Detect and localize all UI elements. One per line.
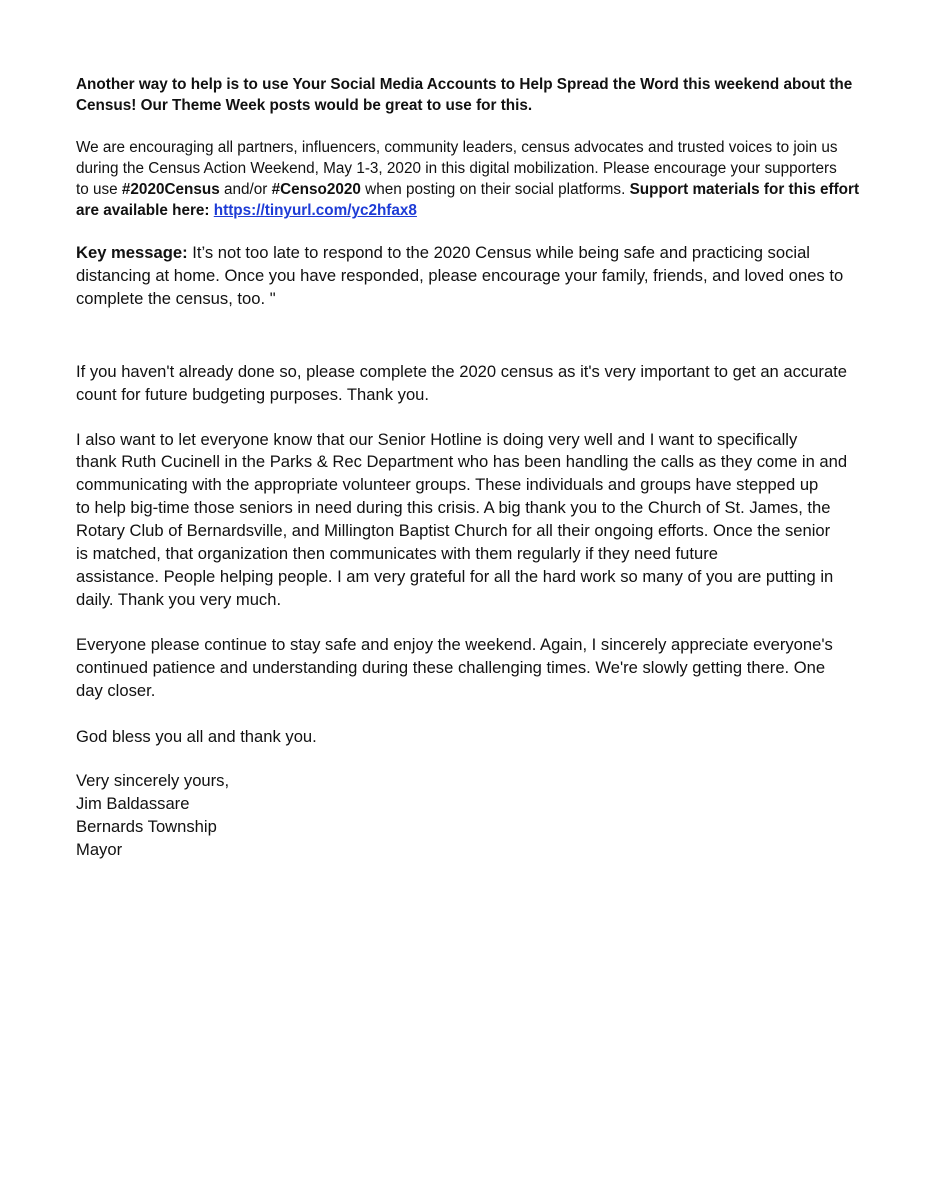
hashtag-censo2020: #Censo2020 (271, 181, 361, 198)
blessing-line: God bless you all and thank you. (76, 726, 317, 746)
encourage-text-2: and/or (219, 181, 272, 198)
stay-safe-paragraph: Everyone please continue to stay safe and enjoy the weekend. Again, I sincerely appreciate everyone's continued patience and understanding during these challenging times. We're slowly getting there. One day closer. (76, 634, 833, 700)
census-paragraph: If you haven't already done so, please complete the 2020 census as it's very important to get an accurate count for future budgeting purposes. Thank you. (76, 361, 848, 404)
signature-name: Jim Baldassare (76, 794, 190, 814)
encourage-text-1: We are encouraging all partners, influencers, community leaders, census advocates and trusted voices to join us during the Census Action Weekend, May 1-3, 2020 in this digital mobilization. Please encourage your supporters to use (76, 139, 838, 198)
letter-body (76, 74, 866, 862)
senior-hotline-paragraph: I also want to let everyone know that our Senior Hotline is doing very well and I want to specifically thank Ruth Cucinell in the Parks & Rec Department who has been handling the calls as they come in and communicating with the appropriate volunteer groups. These individuals and groups have stepped up to help big-time those seniors in need during this crisis. A big thank you to the Church of St. James, the Rotary Club of Bernardsville, and Millington Baptist Church for all their ongoing efforts. Once the senior is matched, that organization then communicates with them regularly if they need future assistance. People helping people. I am very grateful for all the hard work so many of you are putting in daily. Thank you very much. (76, 429, 848, 609)
signature-closing: Very sincerely yours, (76, 771, 230, 791)
signature-title: Mayor (76, 840, 123, 860)
hashtag-2020census: #2020Census (121, 181, 220, 198)
key-message-paragraph (76, 242, 866, 311)
encourage-text-3: when posting on their social platforms. (360, 181, 630, 198)
signature-block (76, 770, 866, 862)
support-materials-link[interactable]: https://tinyurl.com/yc2hfax8 (213, 202, 417, 219)
signature-organization: Bernards Township (76, 817, 217, 837)
key-message-text: It’s not too late to respond to the 2020 Census while being safe and practicing social distancing at home. Once you have responded, please encourage your family, friends, and loved ones to complete the census, too. " (76, 243, 844, 308)
key-message-label: Key message: (76, 243, 188, 262)
support-materials-text: Support materials for this effort are available here: (76, 181, 860, 219)
encourage-paragraph (76, 137, 866, 221)
intro-bold-paragraph: Another way to help is to use Your Social Media Accounts to Help Spread the Word this weekend about the Census! Our Theme Week posts would be great to use for this. (76, 76, 853, 114)
